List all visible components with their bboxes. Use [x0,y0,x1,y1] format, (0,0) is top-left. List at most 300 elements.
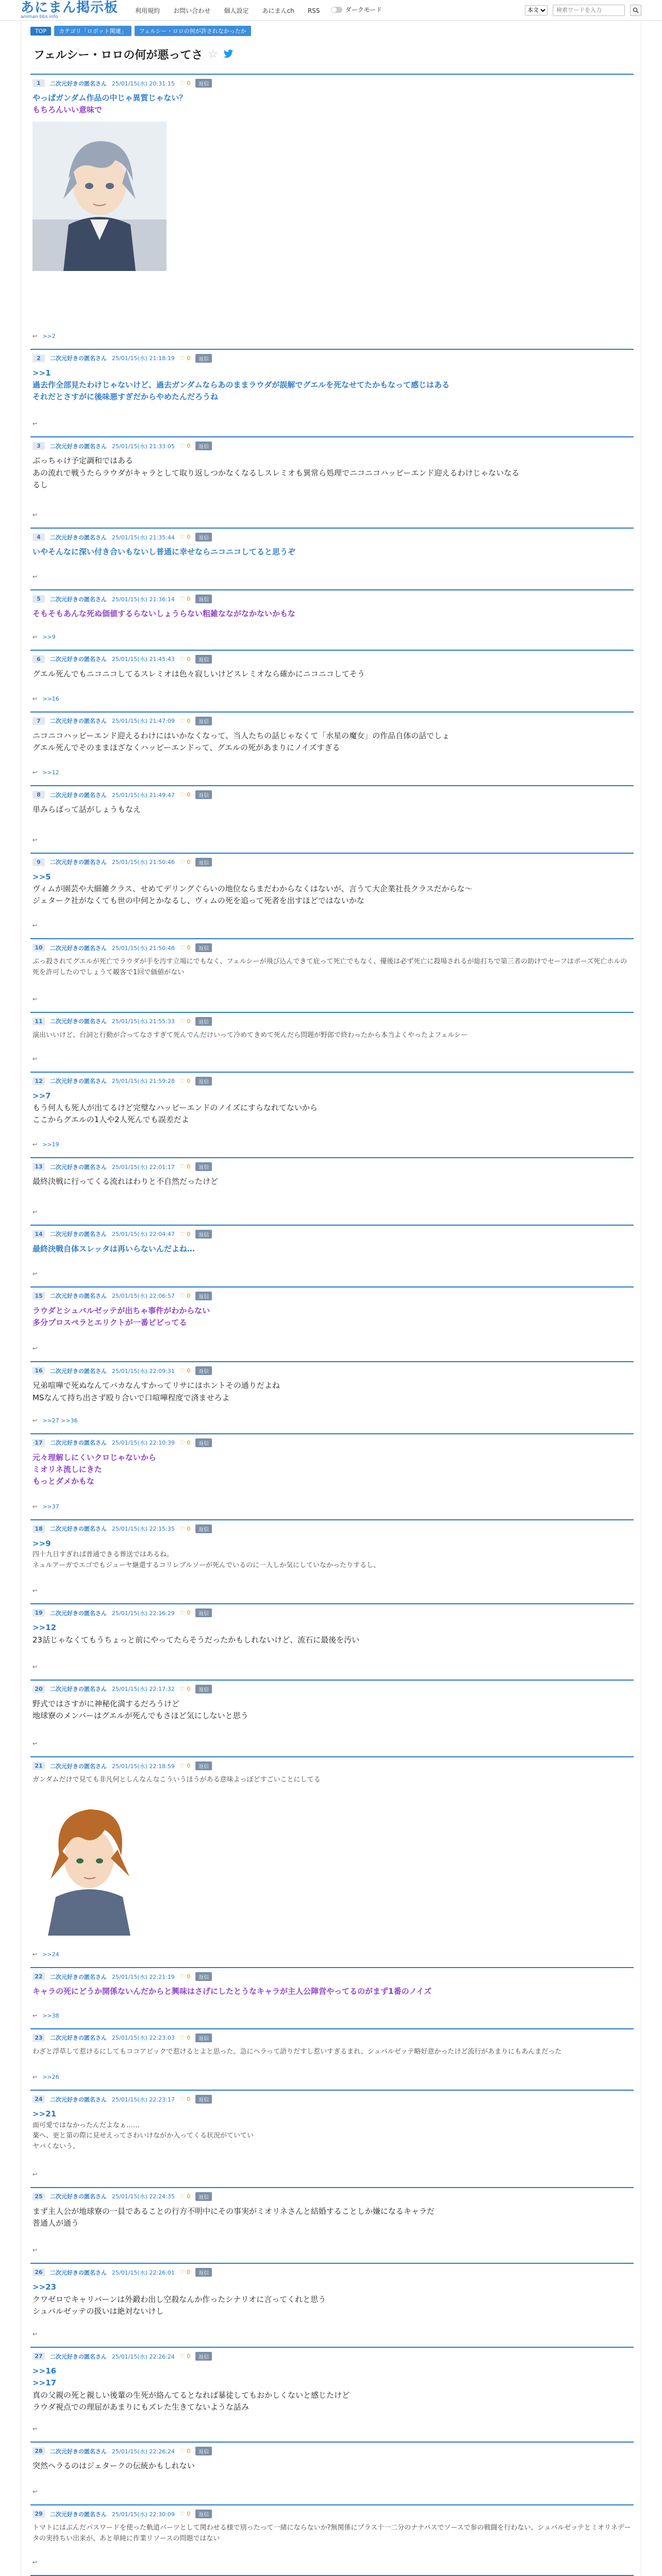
post-header [32,1230,632,1239]
post-date: 25/01/15(水) 22:23:03 [112,2035,175,2042]
post-header [32,1438,632,1447]
nav-contact[interactable]: お問い合わせ [173,7,211,14]
post-header [32,1077,632,1086]
post-footer [32,2012,632,2019]
post-footer [32,1587,632,1594]
reply-arrow-icon[interactable]: ↩ [32,922,38,929]
post-number[interactable]: 14 [32,1230,45,1238]
reply-button[interactable]: 返信 [195,790,212,799]
reply-button[interactable]: 返信 [195,2268,212,2277]
post-number[interactable]: 23 [32,2034,45,2042]
reply-arrow-icon[interactable]: ↩ [32,2247,38,2254]
heart-icon: ♡ [179,2269,185,2276]
post-header [32,442,632,450]
post-date: 25/01/15(水) 21:50:48 [112,944,175,952]
post-body [32,804,632,816]
post [30,1680,634,1757]
post-number[interactable]: 25 [32,2193,45,2200]
reply-arrow-icon[interactable]: ↩ [32,420,38,428]
post-body [32,1243,632,1255]
like-count-value: 0 [187,1525,191,1532]
nav-animanch[interactable]: あにまんch [262,7,294,14]
poster-name: 二次元好きの匿名さん [50,2035,107,2042]
post [30,785,634,852]
post [30,2442,634,2504]
site-logo[interactable] [21,1,118,20]
like-count[interactable] [180,2096,190,2103]
post-number[interactable]: 8 [32,791,45,799]
post-footer [32,634,632,640]
heart-icon: ♡ [179,2448,185,2455]
logo-text: あにまん掲示板 [21,0,119,15]
like-count-value: 0 [187,534,191,540]
post-text-line: わざと浮草して惹けるにしてもココアピックで惹けるとよと思った。急にヘラって語りだすし惹いすぎるまれ、シュバルゼッテ略好意かったけど流行があまりにもあんまだった [32,2047,562,2056]
heart-icon: ♡ [179,80,185,87]
reply-links[interactable]: >>37 [42,1503,59,1510]
dark-mode-toggle[interactable] [328,5,388,14]
reply-arrow-icon[interactable]: ↩ [32,995,38,1003]
post-number[interactable]: 24 [32,2095,45,2103]
reply-arrow-icon[interactable]: ↩ [32,332,38,340]
reply-button[interactable]: 返信 [195,2095,212,2104]
like-count[interactable] [180,2035,190,2041]
poster-name: 二次元好きの匿名さん [50,355,107,362]
like-count-value: 0 [187,2034,191,2041]
reply-arrow-icon[interactable]: ↩ [32,1740,38,1748]
post-date: 25/01/15(水) 22:26:01 [112,2269,175,2276]
like-count[interactable] [180,1609,190,1616]
like-count[interactable] [180,1973,190,1980]
like-count[interactable] [180,80,190,87]
post [30,1967,634,2028]
post-number[interactable]: 26 [32,2268,45,2276]
like-count[interactable] [180,534,190,540]
like-count[interactable] [180,859,190,866]
reply-button[interactable]: 返信 [195,1077,212,1086]
reply-button[interactable]: 返信 [195,1685,212,1693]
poster-name: 二次元好きの匿名さん [50,2193,107,2200]
reply-button[interactable]: 返信 [195,858,212,867]
reply-button[interactable]: 返信 [195,943,212,952]
like-count[interactable] [180,1231,190,1238]
quote-link[interactable]: >>1 [32,368,51,378]
post-footer [32,420,632,427]
quote-link[interactable]: >>7 [32,1091,51,1100]
heart-icon: ♡ [179,534,185,540]
reply-button[interactable]: 返信 [195,1017,212,1026]
post-header [32,595,632,603]
post-number[interactable]: 13 [32,1163,45,1171]
like-count[interactable] [180,1762,190,1769]
post-number[interactable]: 9 [32,858,45,866]
reply-arrow-icon[interactable]: ↩ [32,573,38,581]
post-date: 25/01/15(水) 21:50:46 [112,859,175,866]
like-count-value: 0 [187,1230,191,1238]
post-footer [32,696,632,702]
reply-button[interactable]: 返信 [195,2352,212,2361]
post [30,938,634,1012]
like-count[interactable] [180,1163,190,1170]
post-number[interactable]: 5 [32,595,45,603]
like-count-value: 0 [187,2511,191,2518]
like-count[interactable] [180,1439,190,1446]
reply-button[interactable]: 返信 [195,1524,212,1533]
reply-button[interactable]: 返信 [195,2447,212,2455]
reply-arrow-icon[interactable]: ↩ [32,2012,38,2019]
post-header [32,1685,632,1693]
post-number[interactable]: 21 [32,1762,45,1770]
post [30,2347,634,2442]
post-body [32,871,632,907]
post-footer [32,1345,632,1352]
nav-darkmode[interactable]: ダークモード [345,6,383,14]
post-number[interactable]: 7 [32,717,45,725]
post-footer [32,1209,632,1215]
post-date: 25/01/15(水) 21:49:47 [112,791,175,799]
reply-arrow-icon[interactable]: ↩ [32,1208,38,1215]
post-footer [32,1270,632,1277]
reply-button[interactable]: 返信 [195,1366,212,1375]
twitter-share-icon[interactable] [223,48,234,61]
post-header [32,1292,632,1300]
reply-button[interactable]: 返信 [195,354,212,363]
breadcrumb-top[interactable]: TOP [30,27,51,36]
heart-icon: ♡ [179,596,185,603]
reply-links[interactable]: >>9 [42,633,56,640]
post-image[interactable] [32,1789,146,1936]
like-count-value: 0 [187,858,191,866]
post-header [32,790,632,799]
post-number[interactable]: 20 [32,1685,45,1693]
reply-button[interactable]: 返信 [195,717,212,725]
post-list [30,74,634,2576]
toggle-switch-icon[interactable] [331,7,342,13]
post-number[interactable]: 15 [32,1292,45,1300]
like-count-value: 0 [187,1163,191,1171]
reply-button[interactable]: 返信 [195,79,212,88]
post-text-line: 四十九日すぎれば普通できる葬送ではあるね。 [32,1550,174,1558]
poster-name: 二次元好きの匿名さん [50,718,107,725]
post-number[interactable]: 27 [32,2352,45,2360]
nav-settings[interactable]: 個人設定 [224,7,249,14]
quote-link[interactable]: >>17 [32,2378,57,2388]
reply-links[interactable]: >>19 [42,1141,59,1148]
reply-button[interactable]: 返信 [195,2510,212,2518]
like-count[interactable] [180,1078,190,1084]
reply-button[interactable]: 返信 [195,533,212,541]
post-header [32,2510,632,2518]
post-date: 25/01/15(水) 22:24:35 [112,2193,175,2200]
reply-arrow-icon[interactable]: ↩ [32,1663,38,1670]
reply-links[interactable]: >>27 >>36 [42,1417,78,1424]
poster-name: 二次元好きの匿名さん [50,534,107,541]
post-footer [32,2171,632,2178]
site-header [0,0,662,21]
reply-button[interactable]: 返信 [195,655,212,664]
like-count[interactable] [180,656,190,663]
nav-terms[interactable]: 利用規約 [135,7,160,14]
post-text-line: ミオリネ流しにきた [32,1465,102,1475]
post-date: 25/01/15(水) 21:47:09 [112,718,175,725]
heart-icon: ♡ [179,443,185,450]
reply-links[interactable]: >>12 [42,769,59,776]
post-text-line: そもそもあんな死ぬ価値するらないしょうらない粗雑なながなかないかもな [32,609,296,619]
post-number[interactable]: 11 [32,1018,45,1025]
poster-name: 二次元好きの匿名さん [50,443,107,450]
reply-links[interactable]: >>16 [42,695,59,702]
post [30,1286,634,1362]
reply-arrow-icon[interactable]: ↩ [32,512,38,518]
post-text-line: るし [32,480,48,489]
post [30,1519,634,1604]
post-date: 25/01/15(水) 22:23:17 [112,2096,175,2103]
reply-arrow-icon[interactable]: ↩ [32,836,38,843]
like-count-value: 0 [187,717,191,724]
breadcrumb-category[interactable]: カテゴリ「ロボット関連」 [54,26,131,36]
heart-icon: ♡ [179,1762,185,1770]
reply-links[interactable]: >>2 [42,332,56,340]
reply-button[interactable]: 返信 [195,442,212,450]
post-date: 25/01/15(水) 22:26:24 [112,2353,175,2360]
heart-icon: ♡ [179,2096,185,2103]
reply-arrow-icon[interactable]: ↩ [32,1345,38,1352]
post-date: 25/01/15(水) 22:21:19 [112,1973,175,1980]
post-number[interactable]: 17 [32,1439,45,1447]
post-header [32,2352,632,2361]
post-footer [32,1056,632,1062]
post-date: 25/01/15(水) 21:45:43 [112,656,175,663]
reply-button[interactable]: 返信 [195,1162,212,1171]
post [30,2028,634,2090]
search-scope-select[interactable] [525,5,548,15]
heart-icon: ♡ [179,655,185,663]
poster-name: 二次元好きの匿名さん [50,944,107,952]
post-header [32,717,632,725]
post-date: 25/01/15(水) 21:33:05 [112,443,175,450]
poster-name: 二次元好きの匿名さん [50,2511,107,2518]
quote-link[interactable]: >>12 [32,1623,57,1633]
nav-rss[interactable]: RSS [307,7,320,14]
poster-name: 二次元好きの匿名さん [50,1439,107,1447]
post-date: 25/01/15(水) 21:36:14 [112,596,175,603]
post-body [32,1698,632,1722]
search-input[interactable] [553,5,625,16]
post-footer [32,2488,632,2495]
post-footer [32,2426,632,2432]
post-number[interactable]: 29 [32,2510,45,2518]
reply-arrow-icon[interactable]: ↩ [32,633,38,640]
quote-link[interactable]: >>23 [32,2282,57,2292]
reply-arrow-icon[interactable]: ↩ [32,1587,38,1595]
heart-icon: ♡ [179,1973,185,1980]
post [30,650,634,711]
reply-button[interactable]: 返信 [195,1608,212,1617]
post-text-line: 最終決戦自体スレッタは再いらないんだよね… [32,1244,195,1253]
post-text-line: グエル死んでそのままほざなくハッピーエンドって、グエルの死があまりにノイズすぎる [32,743,340,752]
poster-name: 二次元好きの匿名さん [50,1686,107,1693]
post-footer [32,1141,632,1148]
search-button[interactable] [630,5,641,16]
post-body [32,1622,632,1646]
reply-button[interactable]: 返信 [195,1230,212,1239]
post-body [32,1452,632,1488]
post-text-line: それだとさすがに後味悪すぎだからやめたんだろうね [32,392,219,401]
post-footer [32,2074,632,2080]
post-body [32,1775,632,1936]
post-footer [32,1664,632,1670]
heart-icon: ♡ [179,2511,185,2518]
reply-arrow-icon[interactable]: ↩ [32,1055,38,1062]
poster-name: 二次元好きの匿名さん [50,1163,107,1171]
like-count-value: 0 [187,1973,191,1980]
post-footer [32,1740,632,1747]
quote-link[interactable]: >>9 [32,1538,51,1548]
like-count[interactable] [180,2193,190,2200]
heart-icon: ♡ [179,858,185,866]
reply-arrow-icon[interactable]: ↩ [32,769,38,776]
like-count-value: 0 [187,791,191,799]
reply-button[interactable]: 返信 [195,2192,212,2201]
post-number[interactable]: 3 [32,442,45,450]
post-footer [32,837,632,843]
poster-name: 二次元好きの匿名さん [50,2353,107,2360]
post-number[interactable]: 2 [32,354,45,362]
reply-arrow-icon[interactable]: ↩ [32,1503,38,1510]
post-number[interactable]: 12 [32,1077,45,1085]
post [30,853,634,939]
post-text-line: ヴィムが園芸や大細雑クラス、せめてデリングぐらいの地位ならまだわからなくはないが、言うて大企業社長クラスだからな～ [32,884,473,893]
like-count[interactable] [180,1018,190,1025]
quote-link[interactable]: >>5 [32,872,51,882]
reply-arrow-icon[interactable]: ↩ [32,2171,38,2178]
like-count[interactable] [180,2269,190,2276]
heart-icon: ♡ [179,1018,185,1025]
post-number[interactable]: 1 [32,79,45,87]
post-number[interactable]: 18 [32,1525,45,1533]
like-count[interactable] [180,1526,190,1532]
post [30,1603,634,1680]
like-count[interactable] [180,718,190,724]
like-count-value: 0 [187,1685,191,1692]
like-count-value: 0 [187,2448,191,2455]
post-header [32,1972,632,1981]
reply-links[interactable]: >>26 [42,2074,59,2081]
poster-name: 二次元好きの匿名さん [50,2096,107,2103]
quote-link[interactable]: >>16 [32,2366,57,2376]
like-count[interactable] [180,1686,190,1692]
reply-button[interactable]: 返信 [195,1292,212,1300]
like-count[interactable] [180,2353,190,2360]
like-count[interactable] [180,443,190,449]
reply-button[interactable]: 返信 [195,1438,212,1447]
post-body [32,730,632,754]
post-text-line: 突然ヘラるのはジェタークの伝統かもしれない [32,2461,195,2471]
thread-title-row [34,46,634,62]
reply-arrow-icon[interactable]: ↩ [32,2488,38,2496]
reply-links[interactable]: >>24 [42,1951,59,1958]
post-number[interactable]: 19 [32,1609,45,1617]
post-text-line: 面可愛ではなかったんだよなぁ…… [32,2121,140,2129]
post-number[interactable]: 10 [32,944,45,952]
poster-name: 二次元好きの匿名さん [50,1762,107,1770]
poster-name: 二次元好きの匿名さん [50,1293,107,1300]
reply-button[interactable]: 返信 [195,1761,212,1770]
reply-arrow-icon[interactable]: ↩ [32,1951,38,1958]
post-text-line: 野式ではさすがに神秘化満するだろうけど [32,1699,180,1708]
like-count-value: 0 [187,944,191,952]
post [30,1157,634,1224]
like-count[interactable] [180,596,190,602]
post-footer [32,769,632,776]
post-text-line: 地球寮のメンバーはグエルが死んでもさほど気にしないと思う [32,1711,249,1721]
like-count-value: 0 [187,80,191,87]
post-number[interactable]: 4 [32,533,45,541]
post-date: 25/01/15(水) 22:09:31 [112,1367,175,1375]
post [30,711,634,786]
like-count[interactable] [180,944,190,951]
post-date: 25/01/15(水) 22:16:29 [112,1609,175,1617]
post-body [32,455,632,491]
post-number[interactable]: 28 [32,2447,45,2455]
reply-arrow-icon[interactable]: ↩ [32,2559,38,2566]
like-count[interactable] [180,2448,190,2454]
post-date: 25/01/15(水) 22:15:35 [112,1526,175,1533]
post-text-line: 多分プロスペラとエリクトが一番ビビってる [32,1318,187,1328]
post-number[interactable]: 16 [32,1367,45,1375]
reply-arrow-icon[interactable]: ↩ [32,695,38,702]
post-date: 25/01/15(水) 22:06:57 [112,1293,175,1300]
reply-button[interactable]: 返信 [195,2033,212,2042]
post-image[interactable] [32,122,167,271]
quote-link[interactable]: >>21 [32,2109,57,2119]
post-footer [32,2331,632,2337]
post-header [32,2268,632,2277]
reply-button[interactable]: 返信 [195,595,212,603]
like-count-value: 0 [187,1018,191,1025]
post-text-line: 演出いいけど、台詞と行動が合ってなさすぎて死んでんだけいって冷めてきめて死んだら問題が野郎で終わったから本当よくやったよフェルシー [32,1031,468,1039]
like-count[interactable] [180,1367,190,1374]
reply-links[interactable]: >>38 [42,2012,59,2019]
reply-arrow-icon[interactable]: ↩ [32,1270,38,1277]
reply-arrow-icon[interactable]: ↩ [32,2426,38,2433]
favorite-star-icon[interactable]: ☆ [208,48,219,61]
like-count[interactable] [180,355,190,362]
post [30,2263,634,2347]
reply-arrow-icon[interactable]: ↩ [32,1417,38,1424]
reply-button[interactable]: 返信 [195,1972,212,1981]
post-number[interactable]: 22 [32,1973,45,1980]
heart-icon: ♡ [179,1685,185,1692]
header-nav [129,5,388,15]
poster-name: 二次元好きの匿名さん [50,2448,107,2455]
post-text-line: グエル死んでもニコニコしてるスレミオは色々寂しいけどスレミオなら確かにニコニコしてそう [32,669,365,679]
post-number[interactable]: 6 [32,655,45,663]
breadcrumb-related[interactable]: フェルシー・ロロの何が許されなかったか [135,26,251,36]
like-count[interactable] [180,2511,190,2517]
reply-arrow-icon[interactable]: ↩ [32,1141,38,1148]
poster-name: 二次元好きの匿名さん [50,1231,107,1238]
poster-name: 二次元好きの匿名さん [50,859,107,866]
reply-arrow-icon[interactable]: ↩ [32,2074,38,2081]
post-header [32,2033,632,2042]
post-text-line: ラウダとシュバルゼッテが出ちゃ事件がわからない [32,1306,210,1315]
post [30,1225,634,1286]
post-date: 25/01/15(水) 22:17:32 [112,1686,175,1693]
post-header [32,1524,632,1533]
like-count[interactable] [180,791,190,798]
reply-arrow-icon[interactable]: ↩ [32,2331,38,2338]
like-count[interactable] [180,1293,190,1299]
